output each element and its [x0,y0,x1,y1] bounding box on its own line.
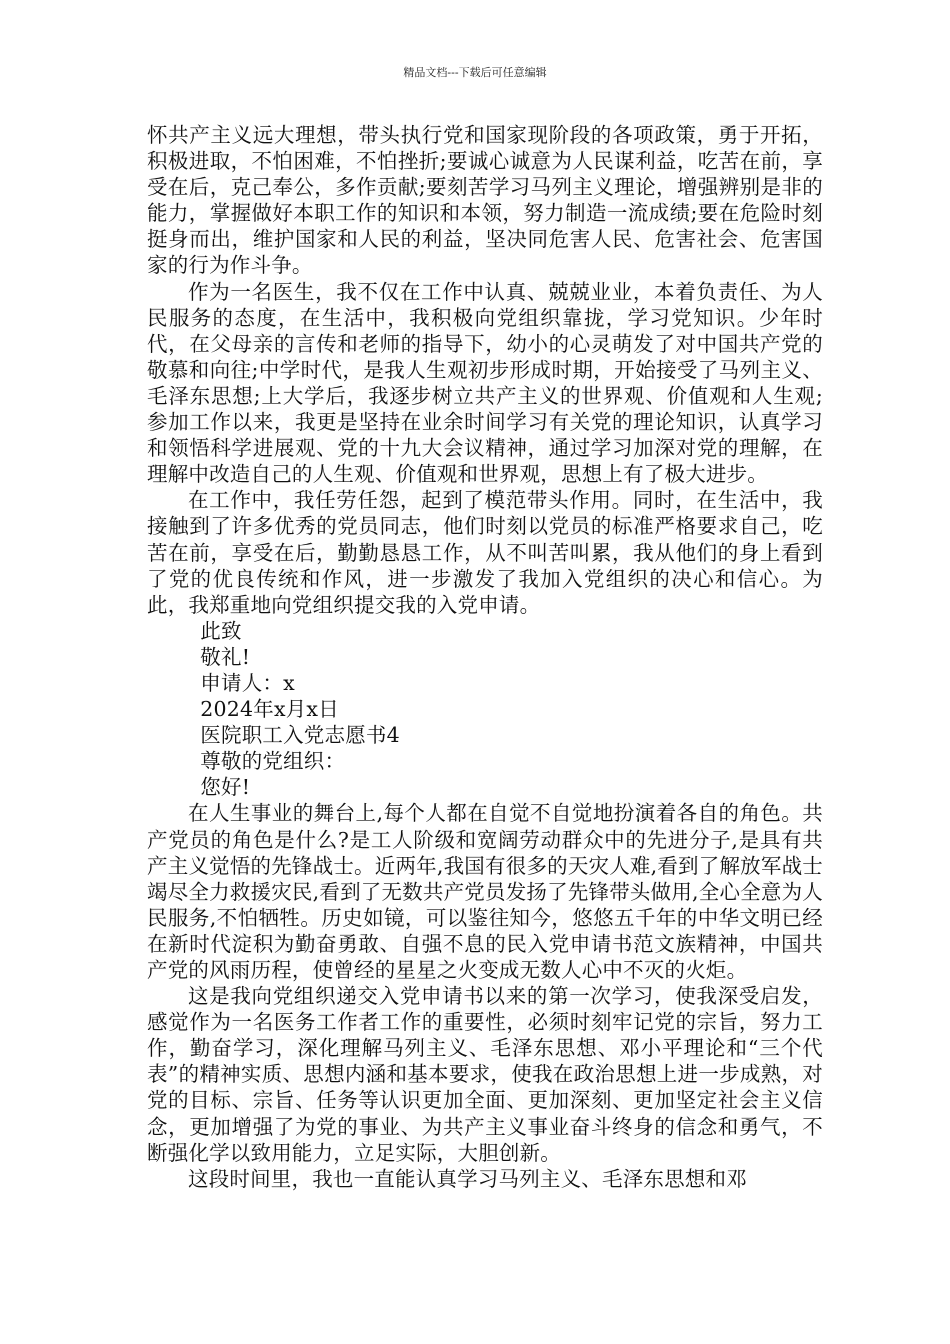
paragraph-4: 在人生事业的舞台上,每个人都在自觉不自觉地扮演着各自的角色。共产党员的角色是什么?是工人阶级和宽阔劳动群众中的先进分子,是具有共产主义觉悟的先锋战士。近两年,我国有很多的天灾人难,看到了解放军战士竭尽全力救援灾民,看到了无数共产党员发扬了先锋带头做用,全心全意为人民服务,不怕牺牲。历史如镜，可以鉴往知今，悠悠五千年的中华文明已经在新时代淀积为勤奋勇敢、自强不息的民入党申请书范文族精神，中国共产党的风雨历程，使曾经的星星之火变成无数人心中不灭的火炬。 [147,801,823,982]
paragraph-1: 怀共产主义远大理想，带头执行党和国家现阶段的各项政策，勇于开拓，积极进取，不怕困难，不怕挫折;要诚心诚意为人民谋利益，吃苦在前，享受在后，克己奉公，多作贡献;要刻苦学习马列主义理论，增强辨别是非的能力，掌握做好本职工作的知识和本领，努力制造一流成绩;要在危险时刻挺身而出，维护国家和人民的利益，坚决同危害人民、危害社会、危害国家的行为作斗争。 [147,123,823,278]
date-line: 2024年x月x日 [200,697,339,722]
paragraph-6: 这段时间里，我也一直能认真学习马列主义、毛泽东思想和邓 [188,1166,747,1191]
applicant-line: 申请人：x [200,670,295,695]
document-body [147,122,823,1192]
greeting-line: 您好! [200,775,251,800]
salutation-line: 尊敬的党组织： [200,749,346,774]
section-title: 医院职工入党志愿书4 [200,723,400,748]
closing-line-2: 敬礼! [200,644,251,669]
paragraph-3: 在工作中，我任劳任怨，起到了模范带头作用。同时，在生活中，我接触到了许多优秀的党员同志，他们时刻以党员的标准严格要求自己，吃苦在前，享受在后，勤勤恳恳工作，从不叫苦叫累，我从他们的身上看到了党的优良传统和作风，进一步激发了我加入党组织的决心和信心。为此，我郑重地向党组织提交我的入党申请。 [147,488,823,617]
closing-line-1: 此致 [200,618,242,643]
paragraph-5: 这是我向党组织递交入党申请书以来的第一次学习，使我深受启发，感觉作为一名医务工作者工作的重要性，必须时刻牢记党的宗旨，努力工作，勤奋学习，深化理解马列主义、毛泽东思想、邓小平理论和“三个代表”的精神实质、思想内涵和基本要求，使我在政治思想上进一步成熟，对党的目标、宗旨、任务等认识更加全面、更加深刻、更加坚定社会主义信念，更加增强了为党的事业、为共产主义事业奋斗终身的信念和勇气，不断强化学以致用能力，立足实际，大胆创新。 [147,984,823,1165]
page-header: 精品文档---下载后可任意编辑 [403,66,547,79]
paragraph-2: 作为一名医生，我不仅在工作中认真、兢兢业业，本着负责任、为人民服务的态度，在生活中，我积极向党组织靠拢，学习党知识。少年时代，在父母亲的言传和老师的指导下，幼小的心灵萌发了对中国共产党的敬慕和向往;中学时代，是我人生观初步形成时期，开始接受了马列主义、毛泽东思想;上大学后，我逐步树立共产主义的世界观、价值观和人生观;参加工作以来，我更是坚持在业余时间学习有关党的理论知识，认真学习和领悟科学进展观、党的十九大会议精神，通过学习加深对党的理解，在理解中改造自己的人生观、价值观和世界观，思想上有了极大进步。 [147,279,823,487]
